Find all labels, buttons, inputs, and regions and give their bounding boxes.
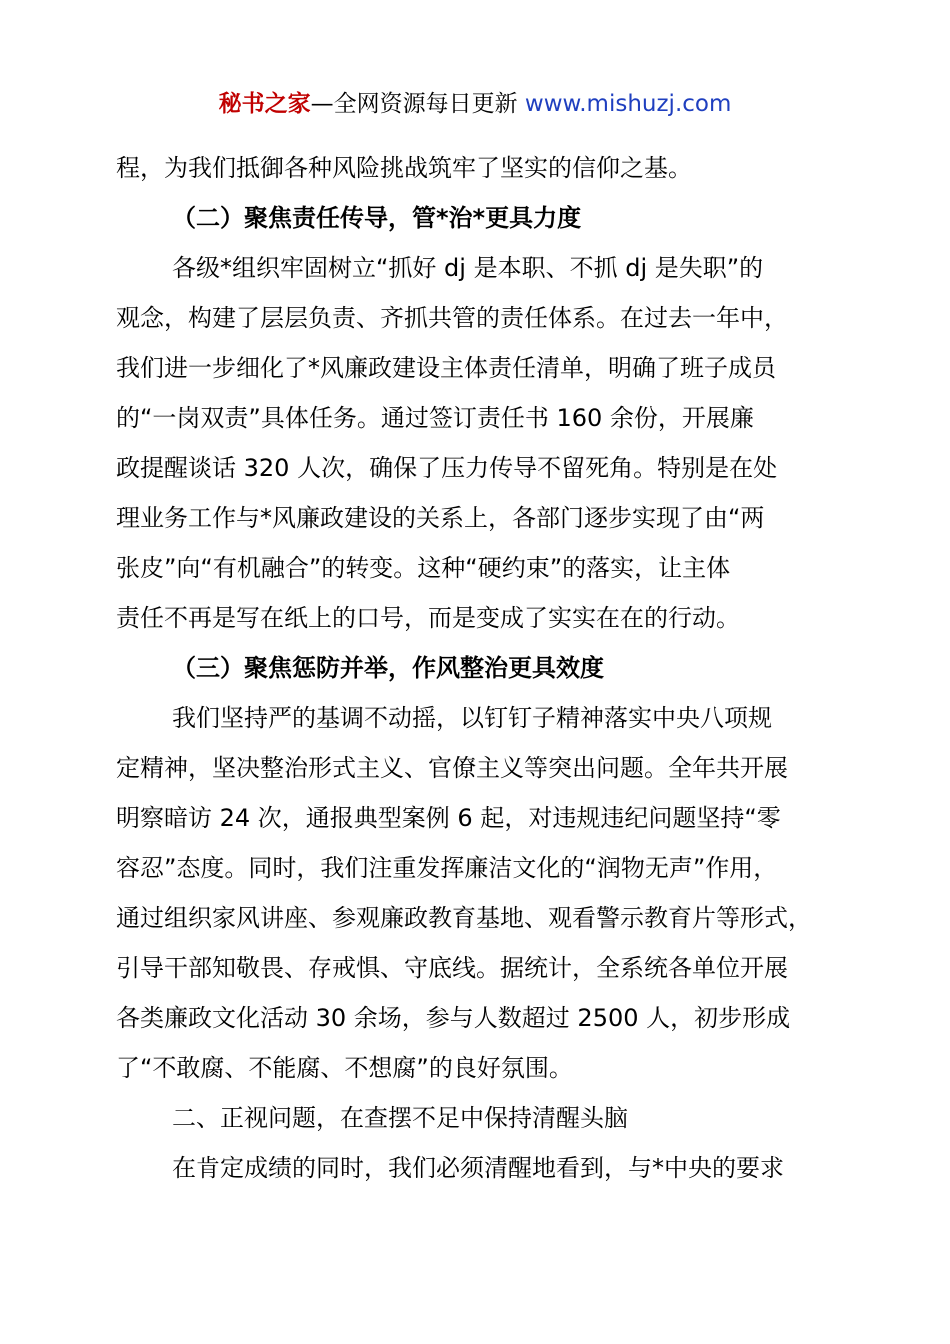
paragraph-line: 观念，构建了层层负责、齐抓共管的责任体系。在过去一年中， bbox=[116, 304, 788, 332]
paragraph-line: 引导干部知敬畏、存戒惧、守底线。据统计，全系统各单位开展 bbox=[116, 954, 788, 982]
paragraph-line: 明察暗访 24 次，通报典型案例 6 起，对违规违纪问题坚持“零 bbox=[116, 804, 781, 832]
paragraph-line: 张皮”向“有机融合”的转变。这种“硬约束”的落实，让主体 bbox=[116, 554, 731, 582]
paragraph-line: 容忍”态度。同时，我们注重发挥廉洁文化的“润物无声”作用， bbox=[116, 854, 778, 882]
paragraph-line: 我们坚持严的基调不动摇，以钉钉子精神落实中央八项规 bbox=[172, 704, 772, 732]
header-tagline: —全网资源每日更新 bbox=[310, 91, 525, 117]
paragraph-line: 政提醒谈话 320 人次，确保了压力传导不留死角。特别是在处 bbox=[116, 454, 778, 482]
paragraph-line: 的“一岗双责”具体任务。通过签订责任书 160 余份，开展廉 bbox=[116, 404, 754, 432]
document-body bbox=[116, 143, 846, 1193]
chapter-heading: 二、正视问题，在查摆不足中保持清醒头脑 bbox=[172, 1104, 628, 1132]
paragraph-line: 程，为我们抵御各种风险挑战筑牢了坚实的信仰之基。 bbox=[116, 154, 692, 182]
page-header bbox=[0, 88, 950, 120]
paragraph-line: 理业务工作与*风廉政建设的关系上，各部门逐步实现了由“两 bbox=[116, 504, 765, 532]
paragraph-line: 通过组织家风讲座、参观廉政教育基地、观看警示教育片等形式， bbox=[116, 904, 812, 932]
paragraph-line: 定精神，坚决整治形式主义、官僚主义等突出问题。全年共开展 bbox=[116, 754, 788, 782]
paragraph-line: 责任不再是写在纸上的口号，而是变成了实实在在的行动。 bbox=[116, 604, 740, 632]
paragraph-line: 各级*组织牢固树立“抓好 dj 是本职、不抓 dj 是失职”的 bbox=[172, 254, 764, 282]
paragraph-line: 我们进一步细化了*风廉政建设主体责任清单，明确了班子成员 bbox=[116, 354, 776, 382]
section-heading: （二）聚焦责任传导，管*治*更具力度 bbox=[172, 204, 582, 232]
paragraph-line: 了“不敢腐、不能腐、不想腐”的良好氛围。 bbox=[116, 1054, 573, 1082]
brand-name: 秘书之家 bbox=[218, 91, 311, 117]
paragraph-line: 在肯定成绩的同时，我们必须清醒地看到，与*中央的要求 bbox=[172, 1154, 784, 1182]
paragraph-line: 各类廉政文化活动 30 余场，参与人数超过 2500 人，初步形成 bbox=[116, 1004, 791, 1032]
site-url[interactable]: www.mishuzj.com bbox=[524, 91, 732, 117]
section-heading: （三）聚焦惩防并举，作风整治更具效度 bbox=[172, 654, 604, 682]
